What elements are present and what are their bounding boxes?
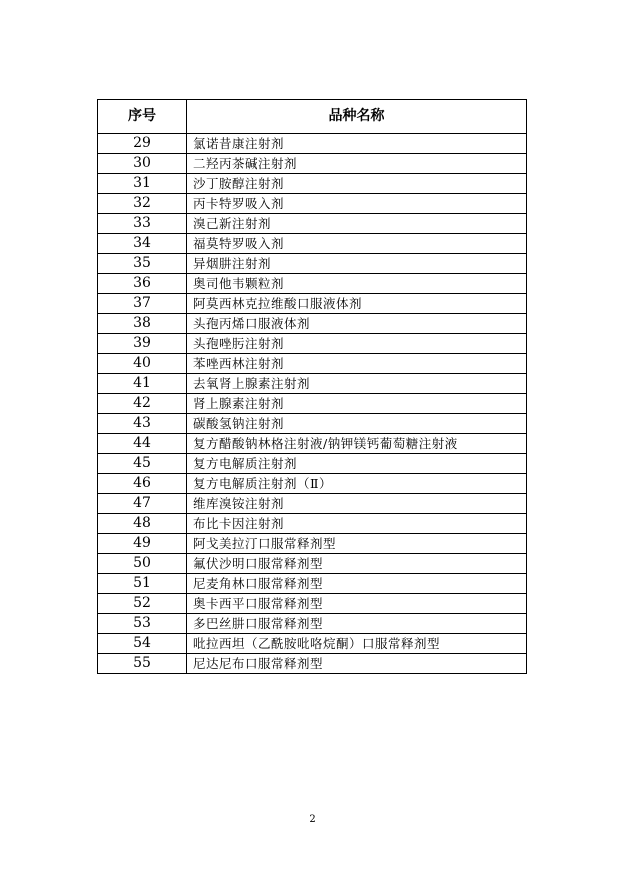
- serial-number-cell: 47: [98, 494, 187, 514]
- serial-number-cell: 34: [98, 234, 187, 254]
- serial-number-cell: 42: [98, 394, 187, 414]
- drug-name-cell: 复方醋酸钠林格注射液/钠钾镁钙葡萄糖注射液: [187, 434, 527, 454]
- drug-name-cell: 布比卡因注射剂: [187, 514, 527, 534]
- table-row: [98, 254, 527, 274]
- drug-name-cell: 苯唑西林注射剂: [187, 354, 527, 374]
- table-row: [98, 574, 527, 594]
- serial-number-cell: 36: [98, 274, 187, 294]
- drug-name-cell: 多巴丝肼口服常释剂型: [187, 614, 527, 634]
- serial-number-cell: 54: [98, 634, 187, 654]
- drug-name-cell: 奥司他韦颗粒剂: [187, 274, 527, 294]
- header-serial-number: 序号: [98, 100, 187, 134]
- table-row: [98, 634, 527, 654]
- page-number: 2: [309, 814, 316, 825]
- table-row: [98, 314, 527, 334]
- drug-name-cell: 异烟肼注射剂: [187, 254, 527, 274]
- table-row: [98, 474, 527, 494]
- table-row: [98, 454, 527, 474]
- drug-name-cell: 维库溴铵注射剂: [187, 494, 527, 514]
- serial-number-cell: 37: [98, 294, 187, 314]
- drug-name-cell: 溴己新注射剂: [187, 214, 527, 234]
- serial-number-cell: 49: [98, 534, 187, 554]
- table-row: [98, 294, 527, 314]
- table-row: [98, 194, 527, 214]
- serial-number-cell: 33: [98, 214, 187, 234]
- table-header-row: [98, 100, 527, 134]
- table-row: [98, 214, 527, 234]
- table-row: [98, 594, 527, 614]
- drug-name-cell: 头孢唑肟注射剂: [187, 334, 527, 354]
- table-row: [98, 614, 527, 634]
- serial-number-cell: 46: [98, 474, 187, 494]
- table-row: [98, 274, 527, 294]
- table-row: [98, 174, 527, 194]
- serial-number-cell: 39: [98, 334, 187, 354]
- drug-name-cell: 尼达尼布口服常释剂型: [187, 654, 527, 674]
- table-row: [98, 374, 527, 394]
- serial-number-cell: 40: [98, 354, 187, 374]
- drug-name-cell: 阿戈美拉汀口服常释剂型: [187, 534, 527, 554]
- serial-number-cell: 48: [98, 514, 187, 534]
- drug-name-cell: 尼麦角林口服常释剂型: [187, 574, 527, 594]
- drug-name-cell: 氟伏沙明口服常释剂型: [187, 554, 527, 574]
- serial-number-cell: 45: [98, 454, 187, 474]
- drug-name-cell: 复方电解质注射剂（Ⅱ）: [187, 474, 527, 494]
- table-row: [98, 554, 527, 574]
- serial-number-cell: 29: [98, 134, 187, 154]
- serial-number-cell: 51: [98, 574, 187, 594]
- table-row: [98, 154, 527, 174]
- table-row: [98, 394, 527, 414]
- drug-name-cell: 二羟丙茶碱注射剂: [187, 154, 527, 174]
- drug-list-table: [97, 99, 527, 674]
- drug-name-cell: 碳酸氢钠注射剂: [187, 414, 527, 434]
- serial-number-cell: 43: [98, 414, 187, 434]
- serial-number-cell: 52: [98, 594, 187, 614]
- drug-name-cell: 复方电解质注射剂: [187, 454, 527, 474]
- drug-name-cell: 丙卡特罗吸入剂: [187, 194, 527, 214]
- drug-name-cell: 去氧肾上腺素注射剂: [187, 374, 527, 394]
- table-row: [98, 434, 527, 454]
- header-drug-name: 品种名称: [187, 100, 527, 134]
- table-row: [98, 334, 527, 354]
- table-row: [98, 494, 527, 514]
- serial-number-cell: 32: [98, 194, 187, 214]
- table-row: [98, 234, 527, 254]
- drug-name-cell: 氯诺昔康注射剂: [187, 134, 527, 154]
- drug-name-cell: 吡拉西坦（乙酰胺吡咯烷酮）口服常释剂型: [187, 634, 527, 654]
- drug-name-cell: 肾上腺素注射剂: [187, 394, 527, 414]
- serial-number-cell: 44: [98, 434, 187, 454]
- drug-name-cell: 沙丁胺醇注射剂: [187, 174, 527, 194]
- serial-number-cell: 31: [98, 174, 187, 194]
- drug-name-cell: 福莫特罗吸入剂: [187, 234, 527, 254]
- drug-name-cell: 阿莫西林克拉维酸口服液体剂: [187, 294, 527, 314]
- serial-number-cell: 38: [98, 314, 187, 334]
- table-row: [98, 514, 527, 534]
- table-row: [98, 134, 527, 154]
- drug-name-cell: 奥卡西平口服常释剂型: [187, 594, 527, 614]
- serial-number-cell: 30: [98, 154, 187, 174]
- serial-number-cell: 35: [98, 254, 187, 274]
- serial-number-cell: 55: [98, 654, 187, 674]
- table-row: [98, 354, 527, 374]
- serial-number-cell: 53: [98, 614, 187, 634]
- serial-number-cell: 50: [98, 554, 187, 574]
- table-row: [98, 534, 527, 554]
- drug-name-cell: 头孢丙烯口服液体剂: [187, 314, 527, 334]
- table-row: [98, 654, 527, 674]
- serial-number-cell: 41: [98, 374, 187, 394]
- table-row: [98, 414, 527, 434]
